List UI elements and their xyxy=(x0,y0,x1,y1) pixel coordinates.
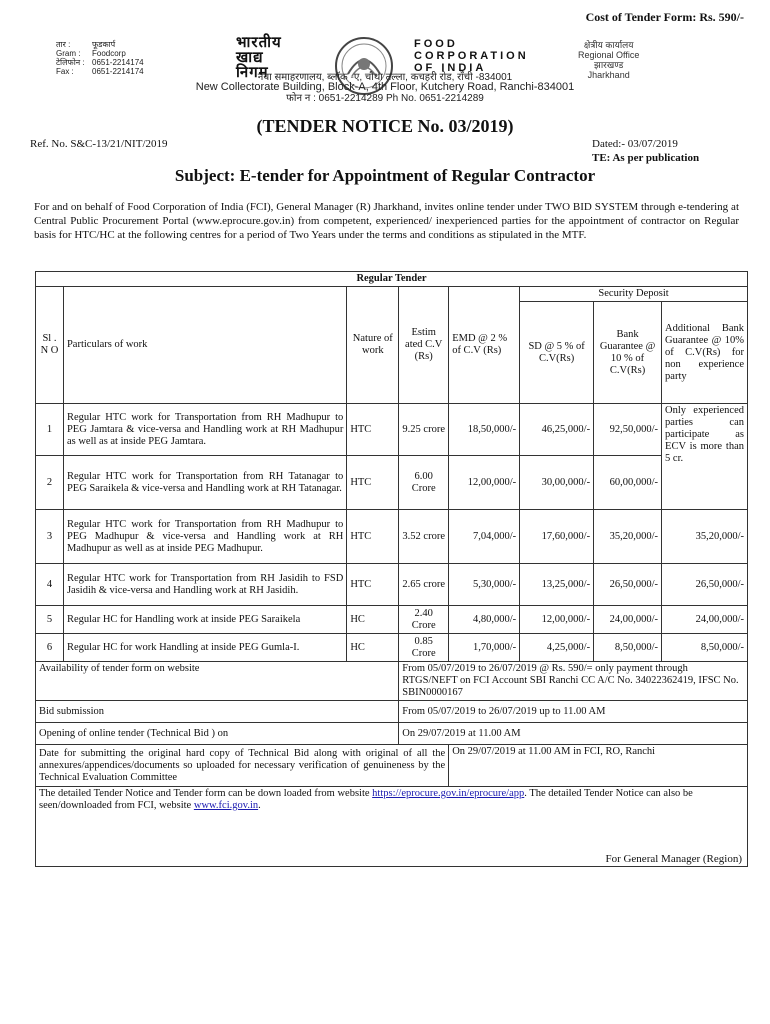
download-text: . xyxy=(258,800,261,811)
cell-bank: 8,50,000/- xyxy=(594,634,662,662)
cell-sl: 1 xyxy=(36,404,64,456)
cell-sd: 13,25,000/- xyxy=(520,564,594,606)
header-bank: Bank Guarantee @ 10 % of C.V(Rs) xyxy=(594,302,662,404)
subject-heading: Subject: E-tender for Appointment of Regular Contractor xyxy=(174,166,596,185)
cell-estimated: 3.52 crore xyxy=(399,510,449,564)
intro-paragraph: For and on behalf of Food Corporation of India (FCI), General Manager (R) Jharkhand, invites online tender under TWO BID SYSTEM through e-tendering at Central Public Procurement Portal (www.eprocure.gov.in) from competent, experienced/ inexperienced parties for the appointment of contractor on Regular basis for HTC/HC at the following centres for a period of Two Years under the terms and conditions as stipulated in the MTF. xyxy=(34,201,739,241)
table-row xyxy=(36,634,748,662)
cell-sd: 12,00,000/- xyxy=(520,606,594,634)
cell-estimated: 0.85 Crore xyxy=(399,634,449,662)
download-text: . The detailed Tender Notice can also be seen/downloaded from FCI, website xyxy=(39,788,693,811)
cell-sl: 4 xyxy=(36,564,64,606)
address-hindi: नया समाहरणालय, ब्लॉक -ए, चौथा तल्ला, कचहरी रोड, राँची -834001 xyxy=(257,72,513,83)
english-name-line: FOOD xyxy=(414,38,458,50)
cell-emd: 7,04,000/- xyxy=(449,510,520,564)
header-sd: SD @ 5 % of C.V(Rs) xyxy=(520,302,594,404)
cell-emd: 4,80,000/- xyxy=(449,606,520,634)
table-caption: Regular Tender xyxy=(36,272,748,287)
contact-value: Foodcorp xyxy=(92,49,126,58)
cell-particulars: Regular HTC work for Transportation from RH Madhupur to PEG Madhupur & vice-versa and Handling work at RH Madhupur as well as at inside PEG Madhupur. xyxy=(63,510,346,564)
cell-additional: 26,50,000/- xyxy=(662,564,748,606)
date-block xyxy=(592,137,699,165)
cell-emd: 1,70,000/- xyxy=(449,634,520,662)
english-org-name xyxy=(414,38,529,74)
only-experienced-note: Only experienced parties can participate as ECV is more than 5 cr. xyxy=(662,404,748,510)
cell-estimated: 2.65 crore xyxy=(399,564,449,606)
cell-estimated: 6.00 Crore xyxy=(399,456,449,510)
contact-label: टेलिफोन : xyxy=(56,58,85,67)
table-row xyxy=(36,510,748,564)
cell-particulars: Regular HC for work Handling at inside PEG Gumla-I. xyxy=(63,634,346,662)
contact-value: 0651-2214174 xyxy=(92,67,144,76)
hindi-name-line: खाद्य xyxy=(236,50,264,66)
te-publication: TE: As per publication xyxy=(592,152,700,164)
cell-sd: 46,25,000/- xyxy=(520,404,594,456)
cell-sd: 17,60,000/- xyxy=(520,510,594,564)
cell-bank: 35,20,000/- xyxy=(594,510,662,564)
phone-line: फोन न : 0651-2214289 Ph No. 0651-2214289 xyxy=(286,93,484,104)
cell-particulars: Regular HTC work for Transportation from RH Madhupur to PEG Jamtara & vice-versa and Handling work at RH Madhupur as well as at inside PEG Jamtara. xyxy=(63,404,346,456)
cell-nature: HTC xyxy=(347,564,399,606)
availability-label: Availability of tender form on website xyxy=(36,662,399,701)
hindi-name-line: निगम xyxy=(236,65,269,81)
cell-nature: HTC xyxy=(347,404,399,456)
hardcopy-value: On 29/07/2019 at 11.00 AM in FCI, RO, Ranchi xyxy=(449,745,748,787)
contact-label: Fax : xyxy=(56,67,74,76)
cell-nature: HC xyxy=(347,634,399,662)
cell-additional: 35,20,000/- xyxy=(662,510,748,564)
header-emd: EMD @ 2 % of C.V (Rs) xyxy=(449,287,520,404)
header-estimated: Estim ated C.V (Rs) xyxy=(399,287,449,404)
signature-line: For General Manager (Region) xyxy=(605,853,742,865)
header-sl: Sl . N O xyxy=(36,287,64,404)
cell-sd: 30,00,000/- xyxy=(520,456,594,510)
cell-additional: 8,50,000/- xyxy=(662,634,748,662)
reference-number: Ref. No. S&C-13/21/NIT/2019 xyxy=(30,138,168,150)
table-row xyxy=(36,564,748,606)
availability-value: From 05/07/2019 to 26/07/2019 @ Rs. 590/= only payment through RTGS/NEFT on FCI Account SBI Ranchi CC A/C No. 34022362419, IFSC No. SBIN0000167 xyxy=(399,662,748,701)
cell-nature: HTC xyxy=(347,510,399,564)
address-english: New Collectorate Building, Block-A, 4th Floor, Kutchery Road, Ranchi-834001 xyxy=(195,81,575,93)
regional-office-line: झारखण्ड xyxy=(594,60,624,70)
header-security-deposit: Security Deposit xyxy=(520,287,748,302)
contact-label: Gram : xyxy=(56,49,81,58)
table-row xyxy=(36,404,748,456)
cell-particulars: Regular HTC work for Transportation from RH Jasidih to FSD Jasidih & vice-versa and Handling work at RH Jasidih. xyxy=(63,564,346,606)
cell-bank: 26,50,000/- xyxy=(594,564,662,606)
regional-office-line: Regional Office xyxy=(578,50,640,60)
hardcopy-label: Date for submitting the original hard copy of Technical Bid along with original of all the annexures/appendices/documents so uploaded for necessary verification of genuineness by the Technical Evaluation Committee xyxy=(36,745,449,787)
notice-title: (TENDER NOTICE No. 03/2019) xyxy=(256,116,514,136)
cell-emd: 18,50,000/- xyxy=(449,404,520,456)
contact-label: तार : xyxy=(56,40,71,49)
cell-estimated: 2.40 Crore xyxy=(399,606,449,634)
cell-additional: 24,00,000/- xyxy=(662,606,748,634)
bid-submission-label: Bid submission xyxy=(36,701,399,723)
cost-of-tender-form: Cost of Tender Form: Rs. 590/- xyxy=(585,10,744,24)
header-nature: Nature of work xyxy=(347,287,399,404)
english-name-line: OF INDIA xyxy=(414,62,487,74)
dated: Dated:- 03/07/2019 xyxy=(592,138,678,150)
eprocure-link[interactable]: https://eprocure.gov.in/eprocure/app xyxy=(372,788,525,799)
cell-emd: 12,00,000/- xyxy=(449,456,520,510)
header-particulars: Particulars of work xyxy=(63,287,346,404)
cell-sl: 6 xyxy=(36,634,64,662)
cell-sl: 3 xyxy=(36,510,64,564)
opening-label: Opening of online tender (Technical Bid ) on xyxy=(36,723,399,745)
cell-bank: 24,00,000/- xyxy=(594,606,662,634)
contact-value: फूडकार्प xyxy=(92,40,116,49)
regional-office-line: Jharkhand xyxy=(587,70,630,80)
cell-particulars: Regular HTC work for Transportation from RH Tatanagar to PEG Saraikela & vice-versa and Handling work at RH Tatanagar. xyxy=(63,456,346,510)
header-additional: Additional Bank Guarantee @ 10% of C.V(Rs) for non experience party xyxy=(662,302,748,404)
table-row xyxy=(36,606,748,634)
cell-nature: HC xyxy=(347,606,399,634)
cell-sd: 4,25,000/- xyxy=(520,634,594,662)
opening-value: On 29/07/2019 at 11.00 AM xyxy=(399,723,748,745)
regional-office-line: क्षेत्रीय कार्यालय xyxy=(583,40,634,50)
cell-nature: HTC xyxy=(347,456,399,510)
cell-estimated: 9.25 crore xyxy=(399,404,449,456)
cell-sl: 5 xyxy=(36,606,64,634)
cell-bank: 92,50,000/- xyxy=(594,404,662,456)
bid-submission-value: From 05/07/2019 to 26/07/2019 up to 11.00 AM xyxy=(399,701,748,723)
cell-sl: 2 xyxy=(36,456,64,510)
download-text: The detailed Tender Notice and Tender form can be down loaded from website xyxy=(39,788,370,799)
english-name-line: CORPORATION xyxy=(414,50,529,62)
table-row xyxy=(36,456,748,510)
cell-bank: 60,00,000/- xyxy=(594,456,662,510)
cell-emd: 5,30,000/- xyxy=(449,564,520,606)
contact-value: 0651-2214174 xyxy=(92,58,144,67)
fci-website-link[interactable]: www.fci.gov.in xyxy=(193,800,259,811)
cell-particulars: Regular HC for Handling work at inside PEG Saraikela xyxy=(63,606,346,634)
hindi-name-line: भारतीय xyxy=(236,35,282,51)
tender-table xyxy=(35,271,748,867)
header-contact-block xyxy=(56,40,144,76)
